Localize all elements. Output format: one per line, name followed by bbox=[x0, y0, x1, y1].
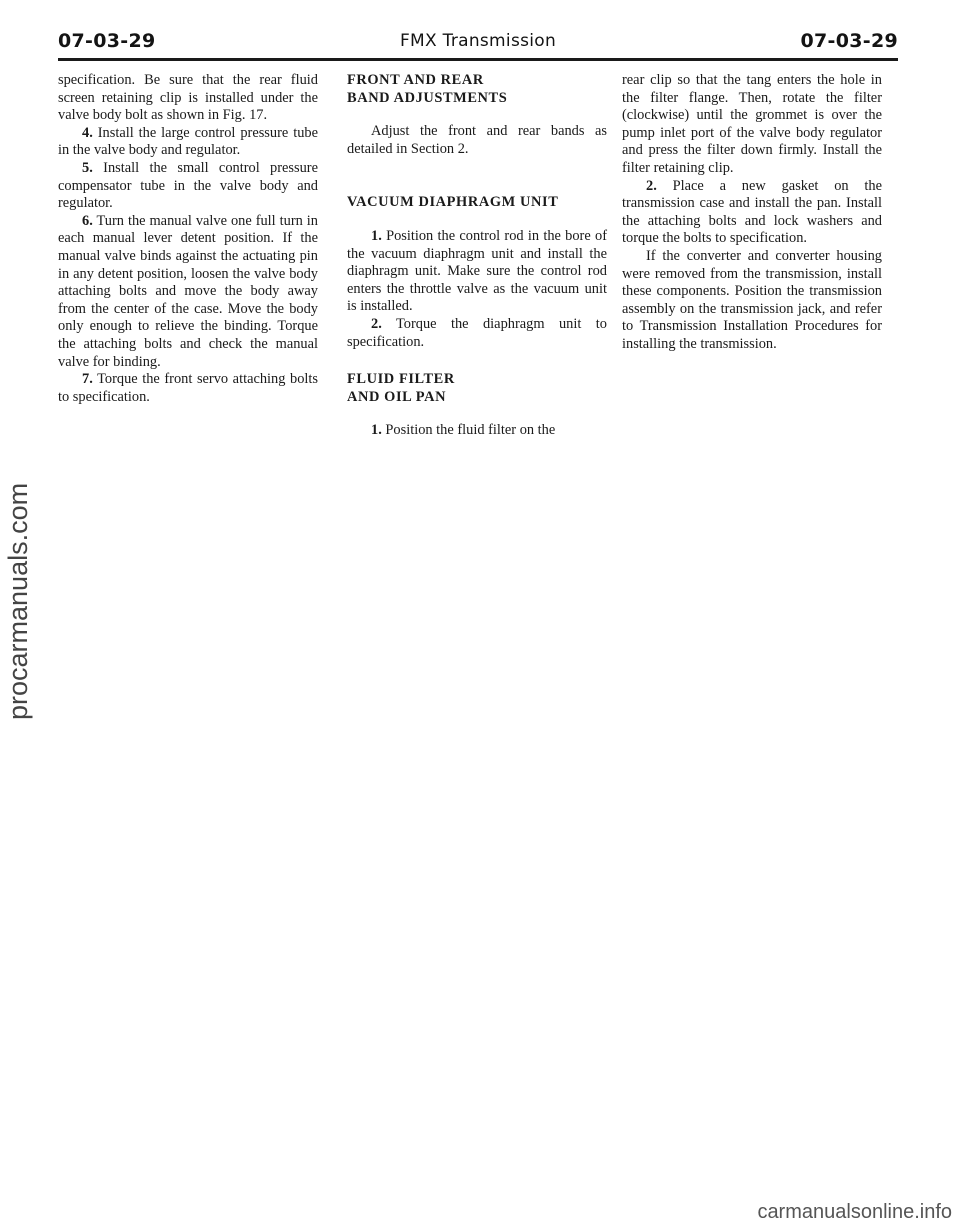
page-number-right: 07-03-29 bbox=[800, 30, 898, 52]
step-4 bbox=[58, 125, 318, 160]
header-rule bbox=[58, 58, 898, 61]
step-text: Position the fluid filter on the bbox=[381, 422, 556, 439]
step-number: 2. bbox=[371, 315, 382, 332]
step-6 bbox=[58, 213, 318, 371]
paragraph: If the converter and converter housing were removed from the transmission, install these components. Position the transmission assembly on the transmission jack, and refer to Transmission Installation Procedures for installing the transmission. bbox=[622, 247, 882, 352]
column-1 bbox=[58, 72, 318, 406]
step-1 bbox=[347, 422, 607, 440]
step-1 bbox=[347, 228, 607, 316]
section-heading-band-adjustments bbox=[347, 72, 607, 107]
step-text: Torque the diaphragm unit to specification. bbox=[347, 315, 607, 350]
watermark-vertical: procarmanuals.com bbox=[3, 482, 33, 720]
paragraph: Adjust the front and rear bands as detailed in Section 2. bbox=[347, 123, 607, 157]
step-number: 7. bbox=[82, 371, 93, 388]
step-number: 4. bbox=[82, 124, 93, 141]
section-heading-fluid-filter bbox=[347, 371, 607, 406]
step-2 bbox=[347, 316, 607, 351]
paragraph: rear clip so that the tang enters the hole in the filter flange. Then, rotate the filter (clockwise) until the grommet is over the pump inlet port of the valve body regulator and press the filter down firmly. Install the filter retaining clip. bbox=[622, 72, 882, 176]
step-text: Place a new gasket on the transmission case and install the pan. Install the attaching bolts and lock washers and torque the bolts to specification. bbox=[622, 177, 882, 247]
step-2 bbox=[622, 178, 882, 248]
paragraph: specification. Be sure that the rear fluid screen retaining clip is installed under the valve body bolt as shown in Fig. 17. bbox=[58, 72, 318, 124]
step-text: Install the small control pressure compensator tube in the valve body and regulator. bbox=[58, 159, 318, 212]
heading-line: FLUID FILTER bbox=[347, 371, 455, 388]
column-2 bbox=[347, 72, 607, 440]
heading-line: FRONT AND REAR bbox=[347, 72, 484, 88]
running-title: FMX Transmission bbox=[399, 31, 557, 51]
heading-line: BAND ADJUSTMENTS bbox=[347, 89, 508, 106]
heading-line: AND OIL PAN bbox=[347, 388, 447, 405]
step-7 bbox=[58, 371, 318, 406]
step-number: 1. bbox=[371, 422, 382, 439]
step-text: Torque the front servo attaching bolts to specification. bbox=[58, 371, 318, 405]
step-number: 1. bbox=[371, 227, 382, 244]
step-number: 6. bbox=[82, 212, 93, 229]
step-number: 2. bbox=[646, 177, 657, 194]
step-number: 5. bbox=[82, 159, 93, 176]
watermark-bottom: carmanualsonline.info bbox=[757, 1201, 952, 1223]
page-number-left: 07-03-29 bbox=[58, 30, 156, 52]
step-text: Install the large control pressure tube in the valve body and regulator. bbox=[58, 124, 318, 159]
step-text: Position the control rod in the bore of the vacuum diaphragm unit and install the diaphragm unit. Make sure the control rod enters the throttle valve as the vacuum unit is installed. bbox=[347, 227, 607, 315]
step-5 bbox=[58, 160, 318, 213]
page-header bbox=[58, 26, 898, 62]
section-heading-vacuum-diaphragm: VACUUM DIAPHRAGM UNIT bbox=[347, 194, 559, 211]
step-text: Turn the manual valve one full turn in each manual lever detent position. If the manual valve binds against the actuating pin in any detent position, loosen the valve body attaching bolts and move the body away from the center of the case. Move the body only enough to relieve the binding. Torque the attaching bolts and check the manual valve for binding. bbox=[58, 212, 318, 370]
column-3 bbox=[622, 72, 882, 354]
